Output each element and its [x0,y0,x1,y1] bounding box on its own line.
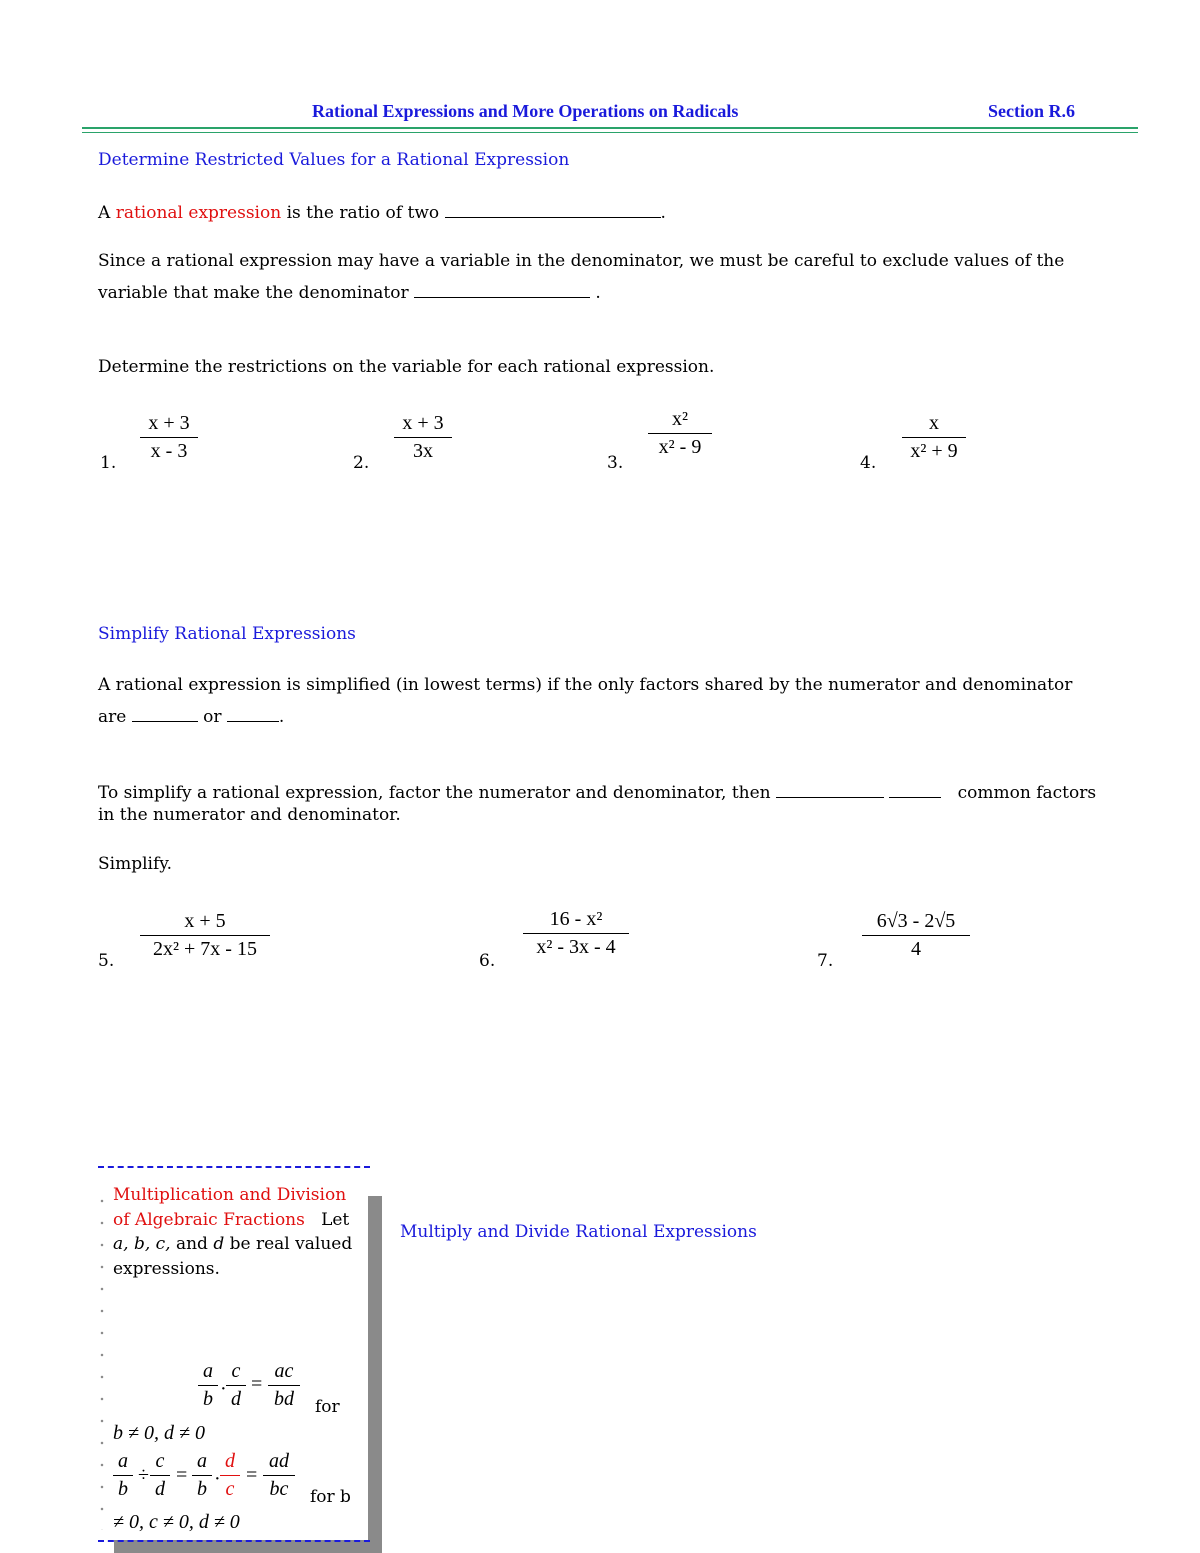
header-rule-thick [82,127,1138,129]
problem-1-label: 1. [100,453,117,473]
problem-4-fraction [902,412,966,463]
problem-6-label: 6. [479,951,496,971]
blank-common-1[interactable] [776,781,884,798]
div-ad: ad [269,1450,289,1472]
def-term: rational expression [115,203,282,223]
mult-frac-a-b [198,1360,218,1411]
sidebar-dot-border [99,1190,105,1530]
problem-1-fraction [140,412,198,463]
div-condition: ≠ 0, c ≠ 0, d ≠ 0 [113,1511,240,1533]
sidebar-dash-top [98,1166,370,1168]
mult-frac-c-d [226,1360,246,1411]
to-line1-text: To simplify a rational expression, factor the numerator and denominator, then [98,783,771,803]
div-b-2: b [197,1478,207,1500]
problem-3-numerator: x² [672,408,688,430]
blank-denominator[interactable] [414,281,590,298]
sidebar-var-d: d [213,1234,225,1254]
sidebar-rest: be real valued expressions. [113,1234,353,1279]
problem-2-fraction [394,412,452,463]
div-d-red: d [225,1450,235,1472]
sidebar-and: and [175,1234,208,1254]
problem-7-label: 7. [817,951,834,971]
page-title: Rational Expressions and More Operations on Radicals [312,101,739,121]
sidebar-vars: a, b, c, [113,1234,171,1254]
problem-2-denominator: 3x [413,440,433,462]
def-prefix: A [98,203,116,223]
def-suffix: is the ratio of two [281,203,440,223]
mult-c: c [231,1360,241,1382]
div-b: b [118,1478,128,1500]
div-divide: ÷ [138,1464,149,1486]
div-equals-2: = [246,1464,258,1486]
div-for: for b [310,1487,351,1507]
problem-5-denominator: 2x² + 7x - 15 [153,938,257,960]
restricted-heading: Determine Restricted Values for a Rational Expression [98,150,570,170]
problem-5-numerator: x + 5 [184,910,226,932]
since-line2-text: variable that make the denominator [98,283,409,303]
problem-5-label: 5. [98,951,115,971]
sidebar-text [113,1183,363,1281]
mult-frac-ac-bd [268,1360,300,1411]
div-c-red: c [225,1478,235,1500]
def-end: . [660,203,666,223]
problem-5-fraction [140,910,270,961]
div-frac-c-d [150,1450,170,1501]
to-common: common factors [957,783,1097,803]
simplify-steps-line1 [98,781,1096,803]
since-line1: Since a rational expression may have a variable in the denominator, we must be careful to exclude values of the [98,251,1065,271]
mult-dot: · [220,1378,227,1400]
sidebar-let: Let [321,1209,350,1230]
problem-2-label: 2. [353,453,370,473]
div-frac-a-b-2 [192,1450,212,1501]
div-frac-d-c [220,1450,240,1501]
rational-definition [98,201,666,223]
blank-ratio[interactable] [445,201,661,218]
simplify-heading: Simplify Rational Expressions [98,624,356,644]
sidebar-title: Multiplication and Division of Algebraic Fractions [113,1185,347,1230]
problem-3-fraction [648,408,712,459]
problem-7-numerator: 6√3 - 2√5 [876,910,956,932]
blank-common-2[interactable] [889,781,941,798]
div-frac-ad-bc [263,1450,295,1501]
blank-factor-1[interactable] [132,705,198,722]
problem-1-numerator: x + 3 [148,412,190,434]
div-dot: · [214,1468,221,1490]
problem-6-numerator: 16 - x² [549,908,603,930]
problem-1-denominator: x - 3 [150,440,188,462]
mult-condition: b ≠ 0, d ≠ 0 [113,1422,205,1444]
sidebar-dash-bottom [98,1540,370,1542]
simplify-def-line1: A rational expression is simplified (in lowest terms) if the only factors shared by the numerator and denominator [98,675,1073,695]
header-rule-thin [82,132,1138,133]
mult-a: a [203,1360,213,1382]
def-are: are [98,707,127,727]
mult-bd: bd [274,1388,294,1410]
div-a: a [118,1450,128,1472]
since-line2 [98,281,601,303]
multiply-heading: Multiply and Divide Rational Expressions [400,1222,757,1242]
problem-4-label: 4. [860,453,877,473]
problem-3-label: 3. [607,453,624,473]
mult-ac: ac [274,1360,294,1382]
mult-for: for [315,1397,340,1417]
since-end: . [595,283,601,303]
problem-7-denominator: 4 [911,938,921,960]
problem-6-fraction [523,908,629,959]
div-equals-1: = [176,1464,188,1486]
div-a-2: a [197,1450,207,1472]
problem-4-numerator: x [929,412,939,434]
div-bc: bc [269,1478,289,1500]
div-frac-a-b [113,1450,133,1501]
section-label: Section R.6 [988,101,1075,121]
mult-equals: = [251,1373,263,1395]
problem-2-numerator: x + 3 [402,412,444,434]
simplify-def-line2 [98,705,284,727]
mult-b: b [203,1388,213,1410]
problem-7-fraction [862,910,970,961]
blank-factor-2[interactable] [227,705,279,722]
problem-4-denominator: x² + 9 [910,440,958,462]
problem-3-denominator: x² - 9 [658,436,702,458]
def-or: or [203,707,222,727]
div-d: d [155,1478,165,1500]
simplify-steps-line2: in the numerator and denominator. [98,805,401,825]
problem-6-denominator: x² - 3x - 4 [536,936,616,958]
div-c: c [155,1450,165,1472]
mult-d: d [231,1388,241,1410]
simplify-instruction: Simplify. [98,854,173,874]
restrictions-instruction: Determine the restrictions on the variable for each rational expression. [98,357,715,377]
def-end-2: . [278,707,285,727]
